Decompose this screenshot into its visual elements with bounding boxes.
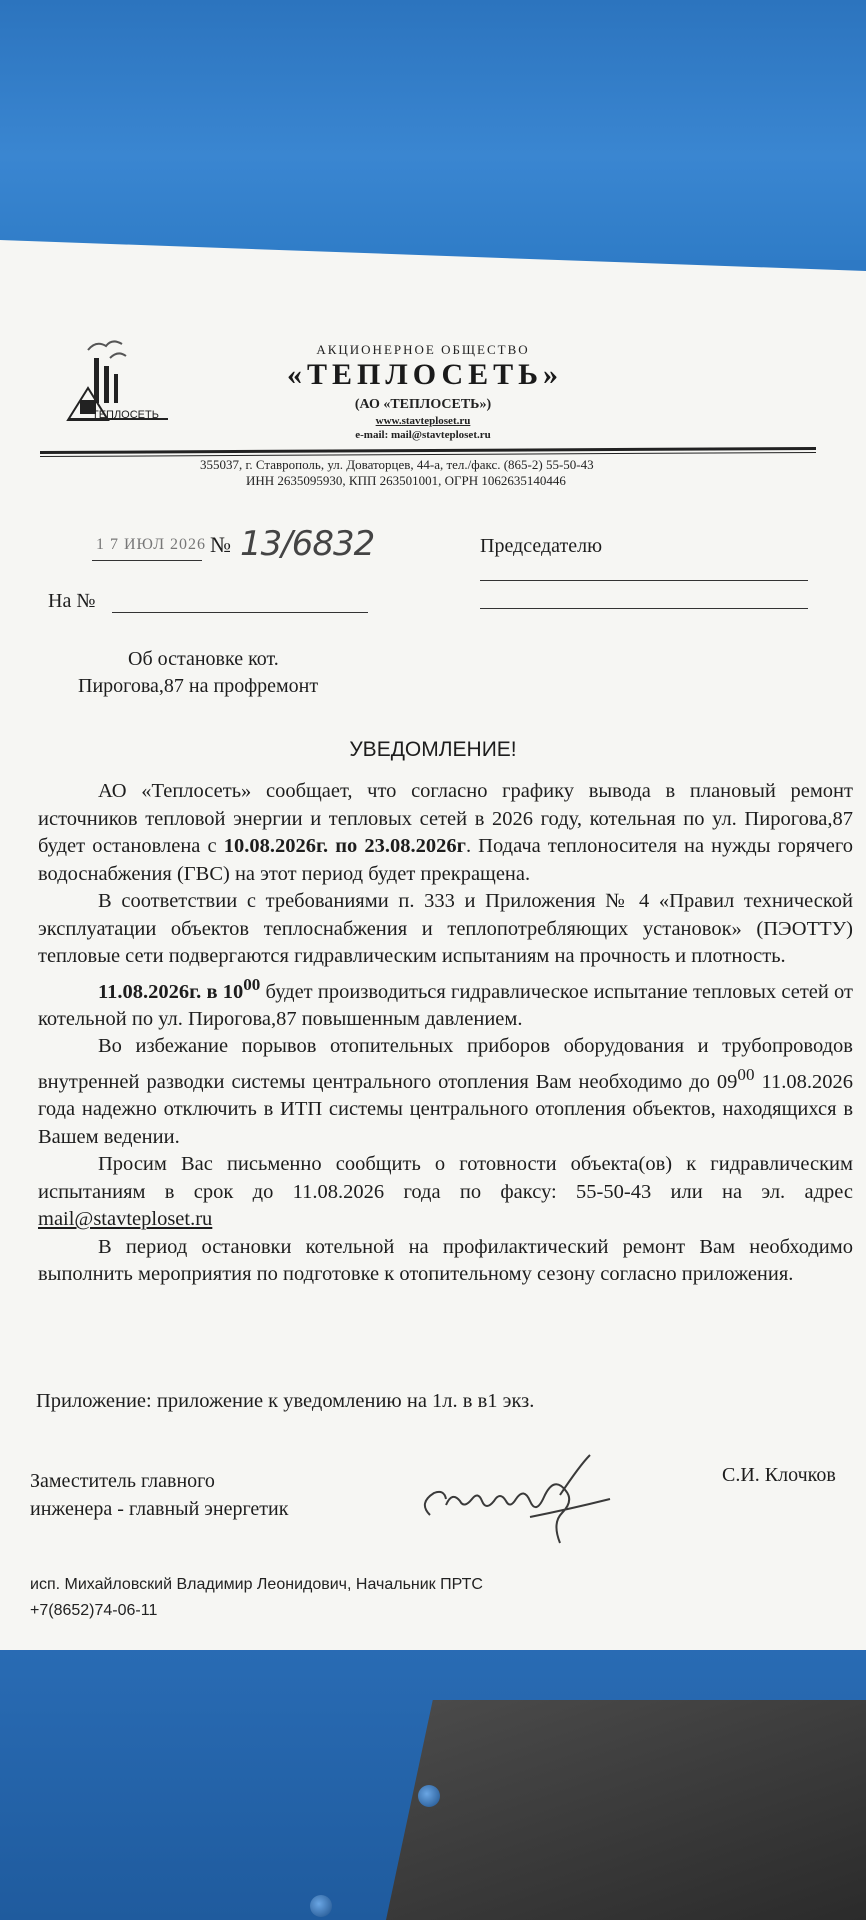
subject-line-2: Пирогова,87 на профремонт [78,675,319,697]
signer-position-2: инженера - главный энергетик [30,1498,289,1520]
notice-title: УВЕДОМЛЕНИЕ! [349,738,517,761]
signer-name: С.И. Клочков [722,1464,836,1486]
executor-phone: +7(8652)74-06-11 [30,1602,158,1619]
org-kind: АКЦИОНЕРНОЕ ОБЩЕСТВО [316,342,530,357]
email-line: e-mail: mail@stavteploset.ru [355,429,491,441]
outgoing-number: 13/6832 [240,524,375,564]
paragraph: В период остановки котельной на профилактический ремонт Вам необходимо выполнить мероприятия по подготовке к отопительному сезону согласно приложения. [38,1235,853,1286]
paragraph: 11.08.2026г. в $10^{00}$ будет производиться гидравлическое испытание тепловых сетей от котельной по ул. Пирогова,87 повышенным давлением. [38,974,853,1030]
org-address: 355037, г. Ставрополь, ул. Доваторцев, 44-а, тел./факс. (865-2) 55-50-43 [200,457,594,472]
paragraph: В соответствии с требованиями п. 333 и Приложения № 4 «Правил технической эксплуатации объектов теплоснабжения и теплопотребляющих установок» (ПЭОТТУ) тепловые сети подвергаются гидравлическим испытаниям на прочность и плотность. [38,890,853,967]
addressee: Председателю [480,535,603,557]
handwritten-signature [410,1445,670,1555]
appendix-line: Приложение: приложение к уведомлению на 1л. в в1 экз. [36,1390,535,1412]
subject-line-1: Об остановке кот. [128,648,279,670]
notice-body [38,778,853,1289]
date-stamp: 1 7 ИЮЛ 2026 [96,536,207,553]
svg-text:ТЕПЛОСЕТЬ: ТЕПЛОСЕТЬ [92,409,159,421]
number-label: № [210,532,231,557]
org-short-name: (АО «ТЕПЛОСЕТЬ») [354,397,492,412]
rivet [310,1895,332,1917]
org-ids: ИНН 2635095930, КПП 263501001, ОГРН 1062635140446 [246,473,566,488]
date-underline [92,560,202,561]
paragraph: АО «Теплосеть» сообщает, что согласно графику вывода в плановый ремонт источников тепловой энергии и тепловых сетей в 2026 году, котельная по ул. Пирогова,87 будет остановлена с 10.08.2026г. по 23.08.2026г. Подача теплоносителя на нужды горячего водоснабжения (ГВС) на этот период будет прекращена. [38,780,853,885]
table-surface-top [0,0,866,260]
signer-position-1: Заместитель главного [30,1470,215,1492]
reply-number-line [112,612,368,613]
addressee-line [480,608,808,609]
addressee-line [480,580,808,581]
company-logo-icon [58,338,178,428]
paragraph: Просим Вас письменно сообщить о готовности объекта(ов) к гидравлическим испытаниям в срок до 11.08.2026 года по факсу: 55-50-43 или на эл. адрес mail@stavteploset.ru [38,1153,853,1231]
paragraph: Во избежание порывов отопительных приборов оборудования и трубопроводов внутренней разводки системы центрального отопления Вам необходимо до $09^{00}$ 11.08.2026 года надежно отключить в ИТП системы центрального отопления объектов, находящихся в Вашем ведении. [38,1035,853,1148]
email-link[interactable]: mail@stavteploset.ru [38,1208,213,1231]
executor-line: исп. Михайловский Владимир Леонидович, Начальник ПРТС [30,1576,483,1593]
website-link[interactable]: www.stavteploset.ru [375,415,471,427]
reply-to-number-label: На № [48,590,96,612]
org-name: «ТЕПЛОСЕТЬ» [287,358,563,391]
floor-shadow [386,1700,866,1920]
rivet [418,1785,440,1807]
